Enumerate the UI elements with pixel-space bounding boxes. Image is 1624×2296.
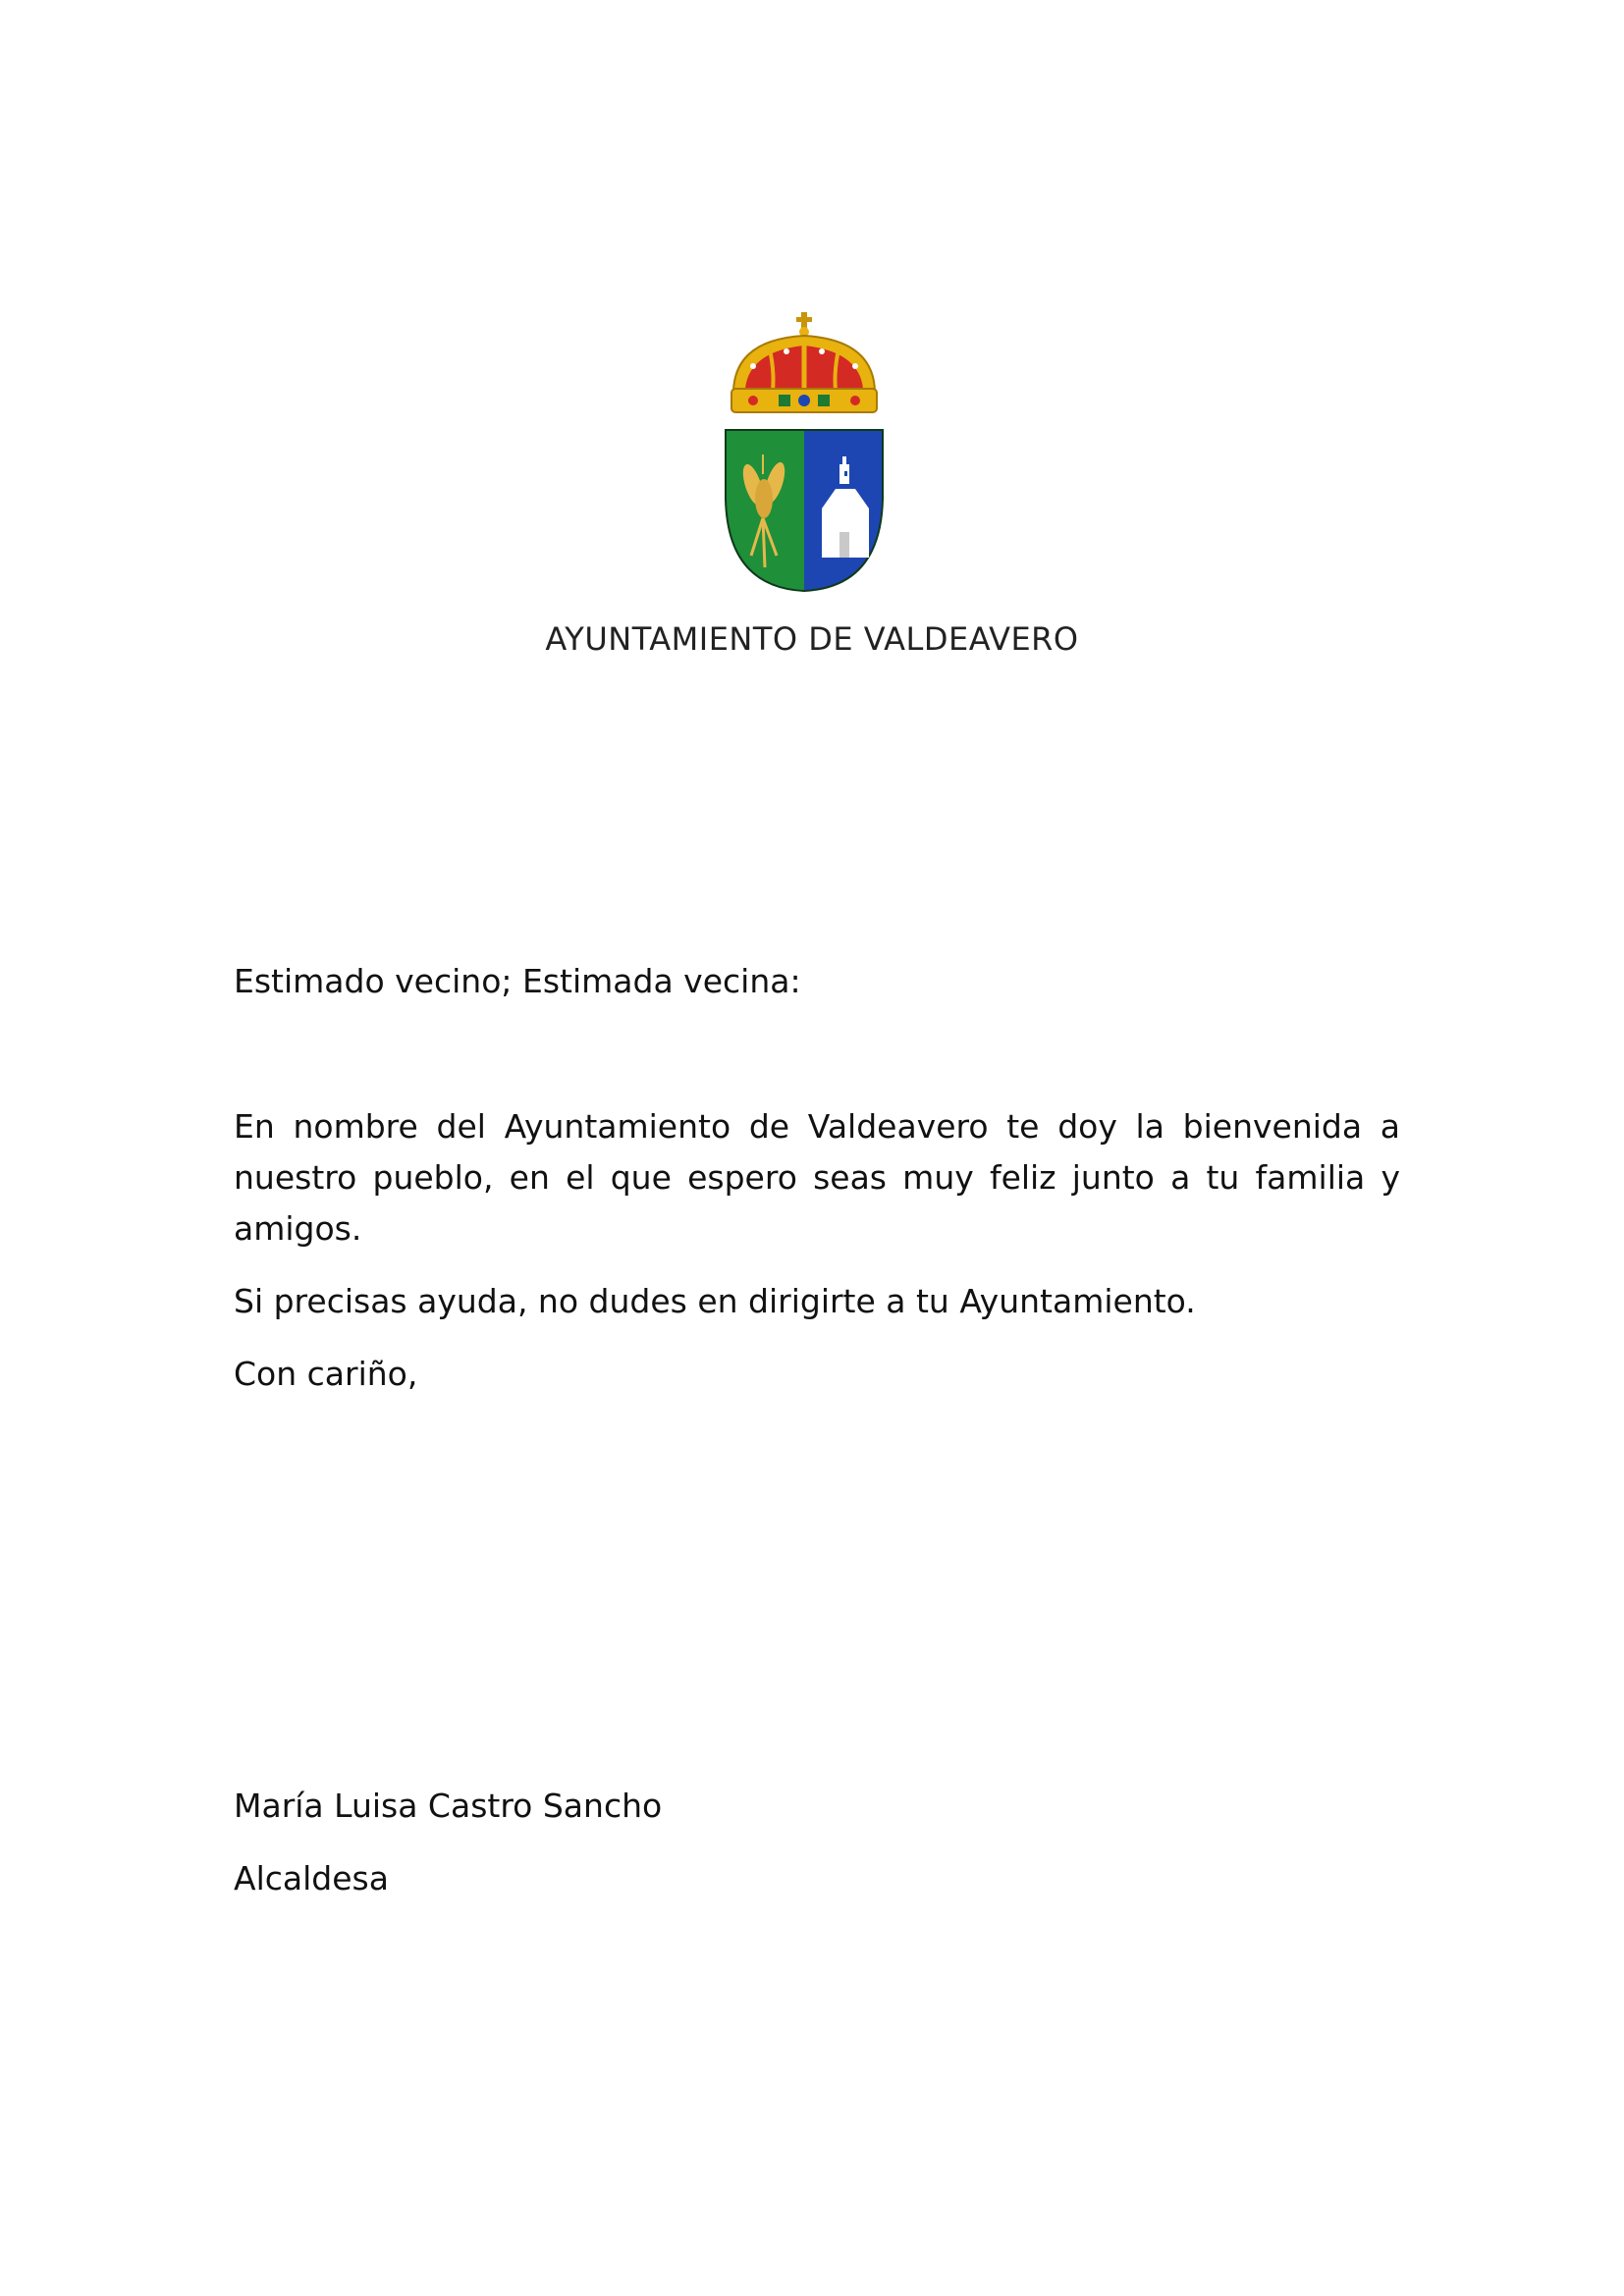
signer-name: María Luisa Castro Sancho xyxy=(234,1787,663,1825)
closing-line: Con cariño, xyxy=(234,1355,418,1393)
coat-of-arms-icon xyxy=(724,312,885,597)
welcome-paragraph: En nombre del Ayuntamiento de Valdeavero te doy la bienvenida a nuestro pueblo, en el que espero seas muy feliz junto a tu familia y amigos. xyxy=(234,1107,1400,1248)
help-paragraph: Si precisas ayuda, no dudes en dirigirte a tu Ayuntamiento. xyxy=(234,1282,1196,1320)
salutation: Estimado vecino; Estimada vecina: xyxy=(234,962,801,1000)
signer-title: Alcaldesa xyxy=(234,1859,389,1897)
organization-name: AYUNTAMIENTO DE VALDEAVERO xyxy=(545,620,1079,658)
